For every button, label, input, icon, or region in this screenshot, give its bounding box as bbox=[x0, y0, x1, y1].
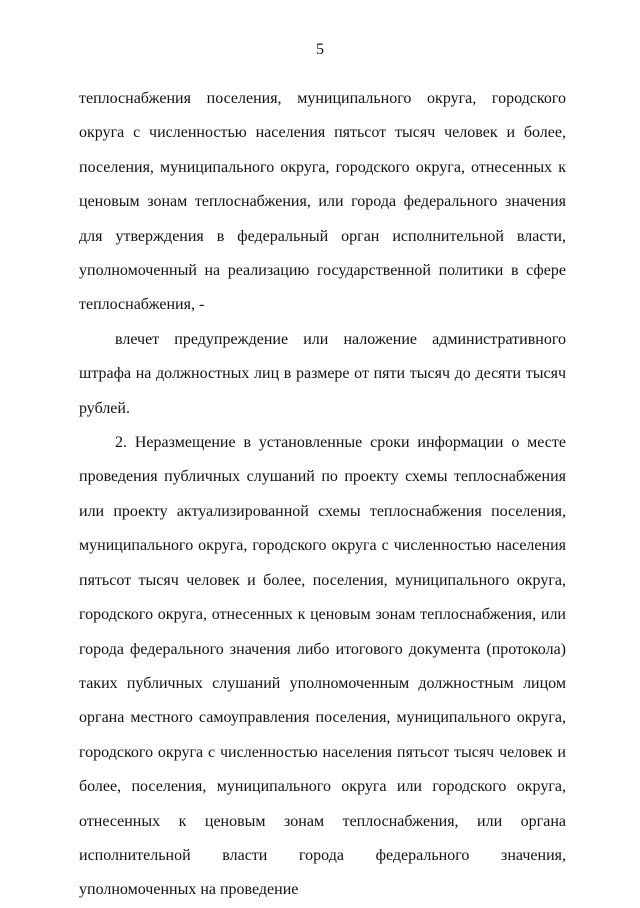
page-number: 5 bbox=[316, 41, 324, 58]
paragraph-continued-text: теплоснабжения поселения, муниципального округа, городского округа с численностью населения пятьсот тысяч человек и более, поселения, муниципального округа, городского округа, отнесенных к ценовым зонам теплоснабжения, или города федерального значения для утверждения в федеральный орган исполнительной власти, уполномоченный на реализацию государственной политики в сфере теплоснабжения, - bbox=[79, 90, 566, 314]
document-body bbox=[79, 82, 566, 908]
paragraph-penalty-text: влечет предупреждение или наложение административного штрафа на должностных лиц в размере от пяти тысяч до десяти тысяч рублей. bbox=[79, 330, 566, 417]
paragraph-item-2: 2. Неразмещение в установленные сроки информации о месте проведения публичных слушаний по проекту схемы теплоснабжения или проекту актуализированной схемы теплоснабжения поселения, муниципального округа, городского округа с численностью населения пятьсот тысяч человек и более, поселения, муниципального округа, городского округа, отнесенных к ценовым зонам теплоснабжения, или города федерального значения либо итогового документа (протокола) таких публичных слушаний уполномоченным должностным лицом органа местного самоуправления поселения, муниципального округа, городского округа с численностью населения пятьсот тысяч человек и более, поселения, муниципального округа или городского округа, отнесенных к ценовым зонам теплоснабжения, или органа исполнительной власти города федерального значения, уполномоченных на проведение bbox=[79, 434, 566, 899]
